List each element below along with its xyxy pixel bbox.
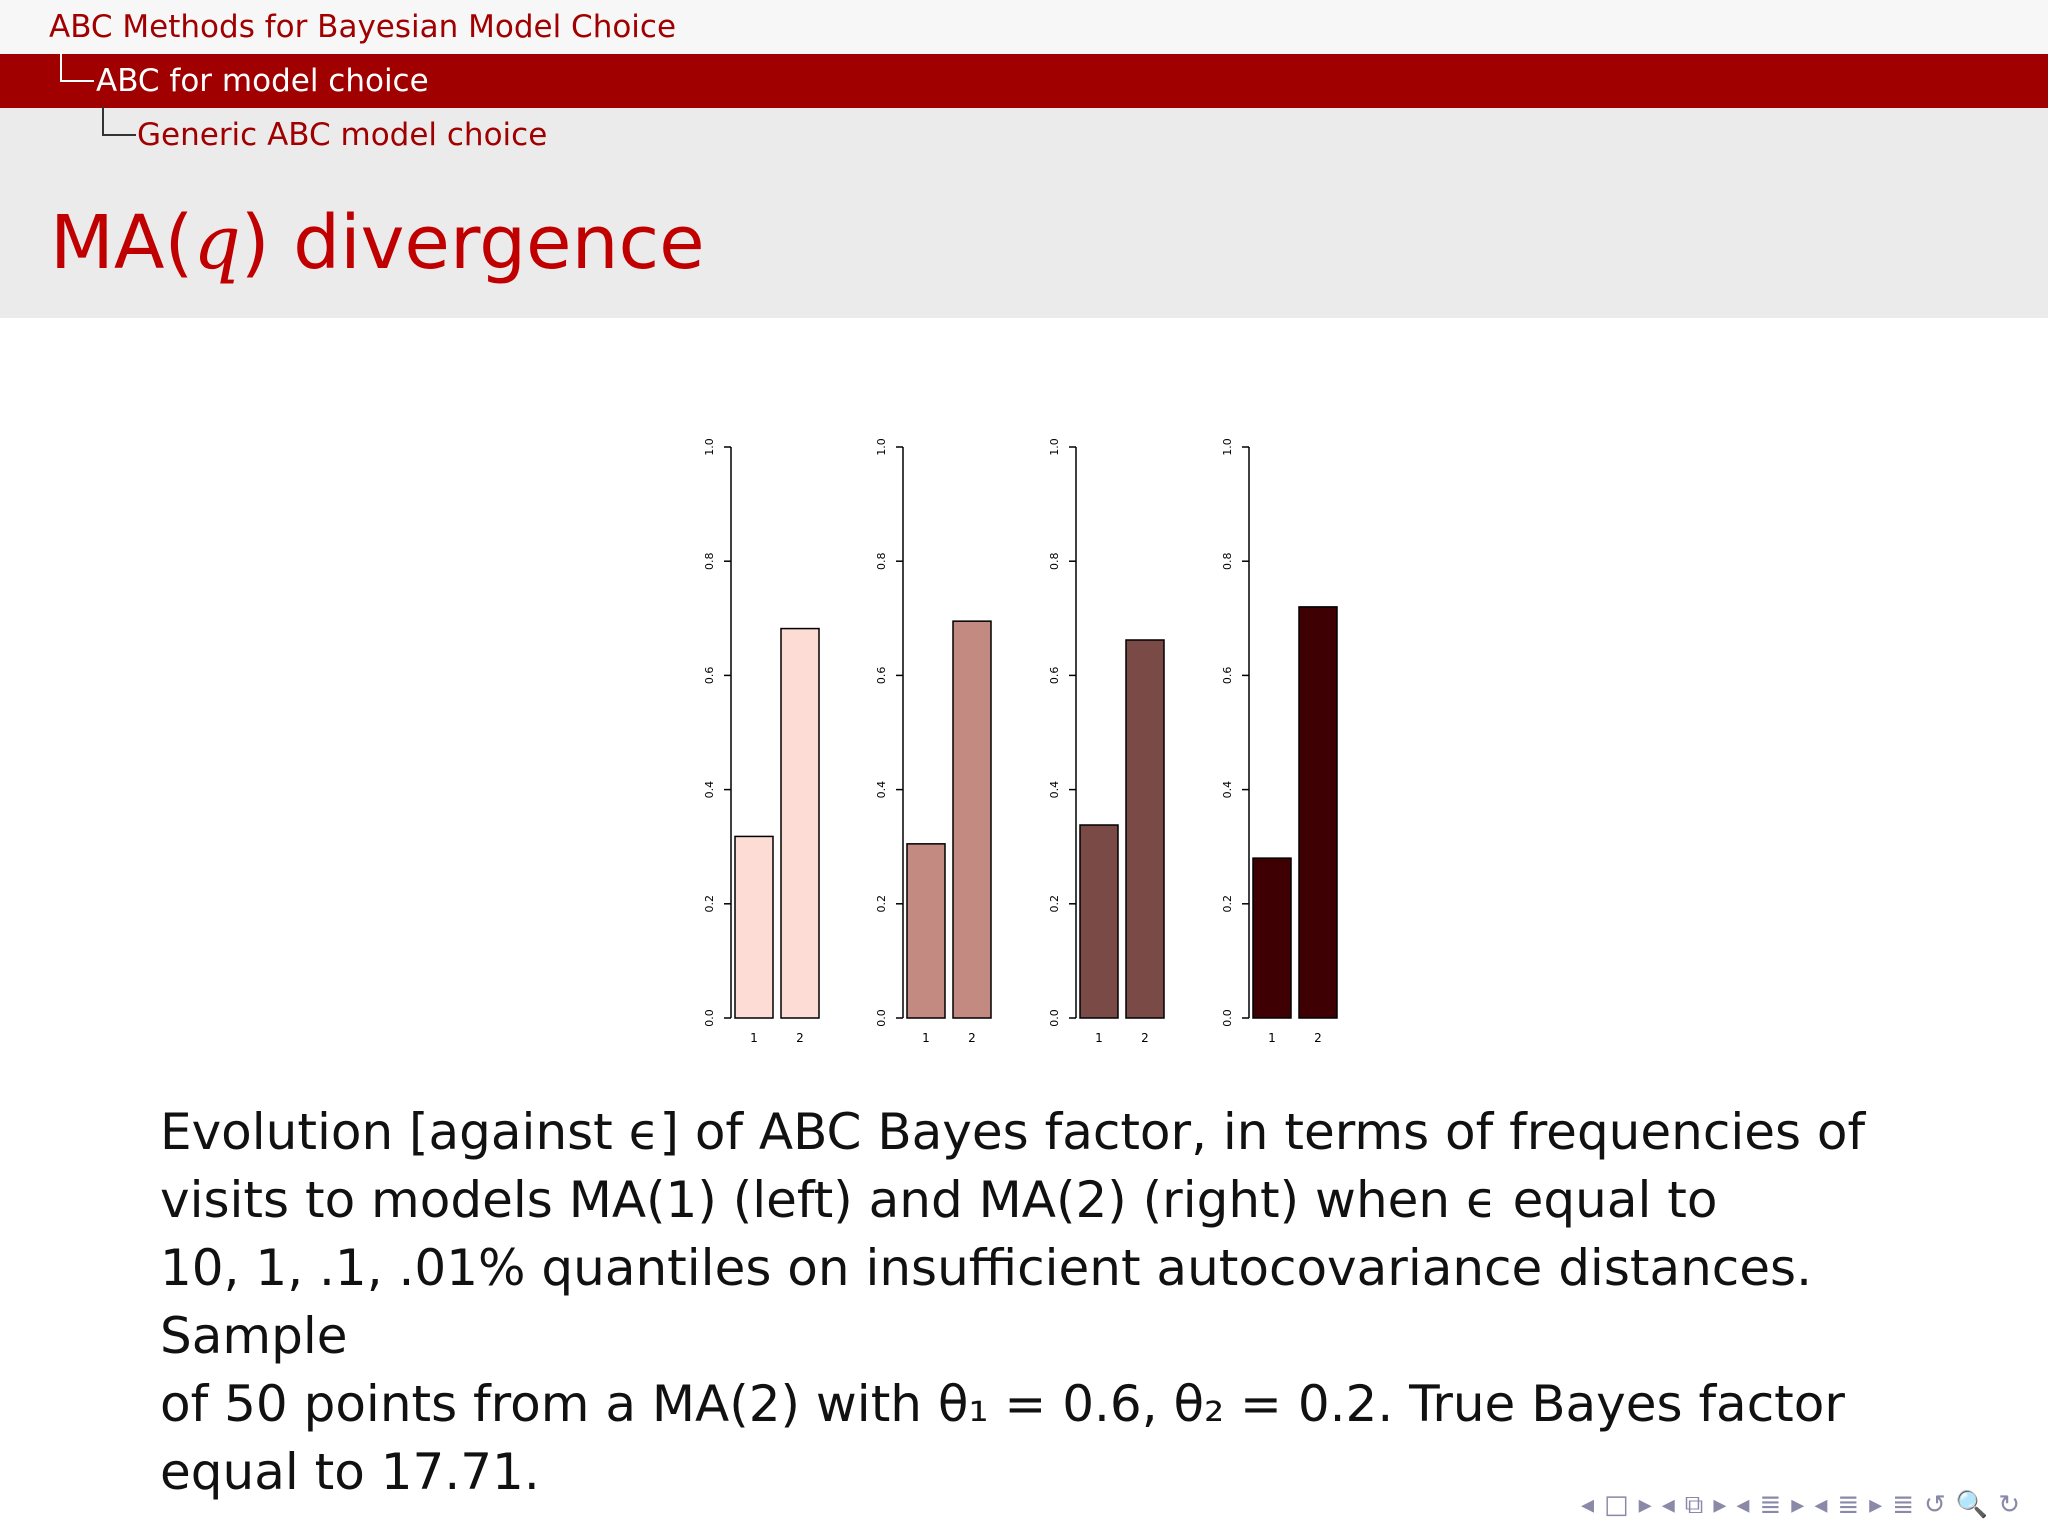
y-tick-label-4-5: 1.0 <box>1221 438 1234 456</box>
caption-line-3: 10, 1, .1, .01% quantiles on insufficient autocovariance distances. Sample <box>160 1239 1813 1365</box>
y-tick-label-1-0: 0.0 <box>703 1009 716 1027</box>
bar-panel4-model1 <box>1253 858 1291 1018</box>
title-prefix: MA( <box>50 200 194 286</box>
nav-symbol-4[interactable]: ⧉ <box>1684 1490 1708 1520</box>
nav-symbol-13[interactable]: ↺ <box>1924 1490 1950 1520</box>
x-tick-label-3-2: 2 <box>1141 1031 1149 1045</box>
caption-line-2: visits to models MA(1) (left) and MA(2) (right) when ϵ equal to <box>160 1171 1718 1229</box>
x-tick-label-4-2: 2 <box>1314 1031 1322 1045</box>
nav-symbol-7[interactable]: ≣ <box>1759 1490 1786 1520</box>
nav-symbol-14[interactable]: 🔍 <box>1955 1490 1993 1520</box>
y-tick-label-2-3: 0.6 <box>875 666 888 685</box>
title-variable: q <box>193 200 241 286</box>
y-tick-label-2-2: 0.4 <box>875 780 888 799</box>
caption-line-1: Evolution [against ϵ] of ABC Bayes factor, in terms of frequencies of <box>160 1103 1866 1161</box>
breadcrumb-section[interactable]: ABC Methods for Bayesian Model Choice <box>49 9 677 45</box>
x-tick-label-2-1: 1 <box>922 1031 930 1045</box>
bar-panel1-model1 <box>735 836 773 1018</box>
title-suffix: ) divergence <box>240 200 705 286</box>
y-tick-label-1-5: 1.0 <box>703 438 716 456</box>
y-tick-label-1-1: 0.2 <box>703 895 716 913</box>
x-tick-label-2-2: 2 <box>968 1031 976 1045</box>
x-tick-label-4-1: 1 <box>1268 1031 1276 1045</box>
nav-symbol-6[interactable]: ◂ <box>1736 1490 1754 1520</box>
nav-symbol-1[interactable]: □ <box>1604 1490 1633 1520</box>
y-tick-label-3-3: 0.6 <box>1048 666 1061 685</box>
y-tick-label-3-5: 1.0 <box>1048 438 1061 456</box>
y-tick-label-3-1: 0.2 <box>1048 895 1061 913</box>
bar-panel3-model2 <box>1126 640 1164 1018</box>
y-tick-label-4-0: 0.0 <box>1221 1009 1234 1027</box>
nav-symbol-9[interactable]: ◂ <box>1814 1490 1832 1520</box>
nav-symbol-8[interactable]: ▸ <box>1791 1490 1809 1520</box>
caption-line-5: equal to 17.71. <box>160 1443 540 1501</box>
y-tick-label-4-2: 0.4 <box>1221 780 1234 799</box>
x-tick-label-1-1: 1 <box>750 1031 758 1045</box>
bar-panel3-model1 <box>1080 825 1118 1018</box>
bar-panel2-model2 <box>953 621 991 1018</box>
caption-line-4: of 50 points from a MA(2) with θ₁ = 0.6, θ₂ = 0.2. True Bayes factor <box>160 1375 1845 1433</box>
nav-symbol-11[interactable]: ▸ <box>1869 1490 1887 1520</box>
nav-symbol-15[interactable]: ↻ <box>1998 1490 2024 1520</box>
y-tick-label-3-0: 0.0 <box>1048 1009 1061 1027</box>
y-tick-label-1-2: 0.4 <box>703 780 716 799</box>
x-tick-label-1-2: 2 <box>796 1031 804 1045</box>
nav-symbol-0[interactable]: ◂ <box>1580 1490 1599 1520</box>
y-tick-label-2-0: 0.0 <box>875 1009 888 1027</box>
nav-symbol-2[interactable]: ▸ <box>1638 1490 1656 1520</box>
y-tick-label-4-1: 0.2 <box>1221 895 1234 913</box>
y-tick-label-2-4: 0.8 <box>875 552 888 570</box>
bar-panel2-model1 <box>907 844 945 1018</box>
y-tick-label-4-4: 0.8 <box>1221 552 1234 570</box>
breadcrumb-subsection[interactable]: ABC for model choice <box>96 63 429 99</box>
nav-symbol-10[interactable]: ≣ <box>1837 1490 1864 1520</box>
y-tick-label-2-5: 1.0 <box>875 438 888 456</box>
y-tick-label-4-3: 0.6 <box>1221 666 1234 685</box>
nav-symbol-5[interactable]: ▸ <box>1713 1490 1731 1520</box>
y-tick-label-3-2: 0.4 <box>1048 780 1061 799</box>
y-tick-label-3-4: 0.8 <box>1048 552 1061 570</box>
y-tick-label-1-3: 0.6 <box>703 666 716 685</box>
y-tick-label-1-4: 0.8 <box>703 552 716 570</box>
nav-symbol-3[interactable]: ◂ <box>1661 1490 1679 1520</box>
caption <box>160 1098 1920 1506</box>
bar-panel1-model2 <box>781 629 819 1018</box>
bar-panel4-model2 <box>1299 607 1337 1018</box>
breadcrumb-subsubsection[interactable]: Generic ABC model choice <box>137 117 548 153</box>
nav-symbol-12[interactable]: ≣ <box>1892 1490 1919 1520</box>
x-tick-label-3-1: 1 <box>1095 1031 1103 1045</box>
y-tick-label-2-1: 0.2 <box>875 895 888 913</box>
beamer-navigation-bar <box>1575 1490 2024 1521</box>
